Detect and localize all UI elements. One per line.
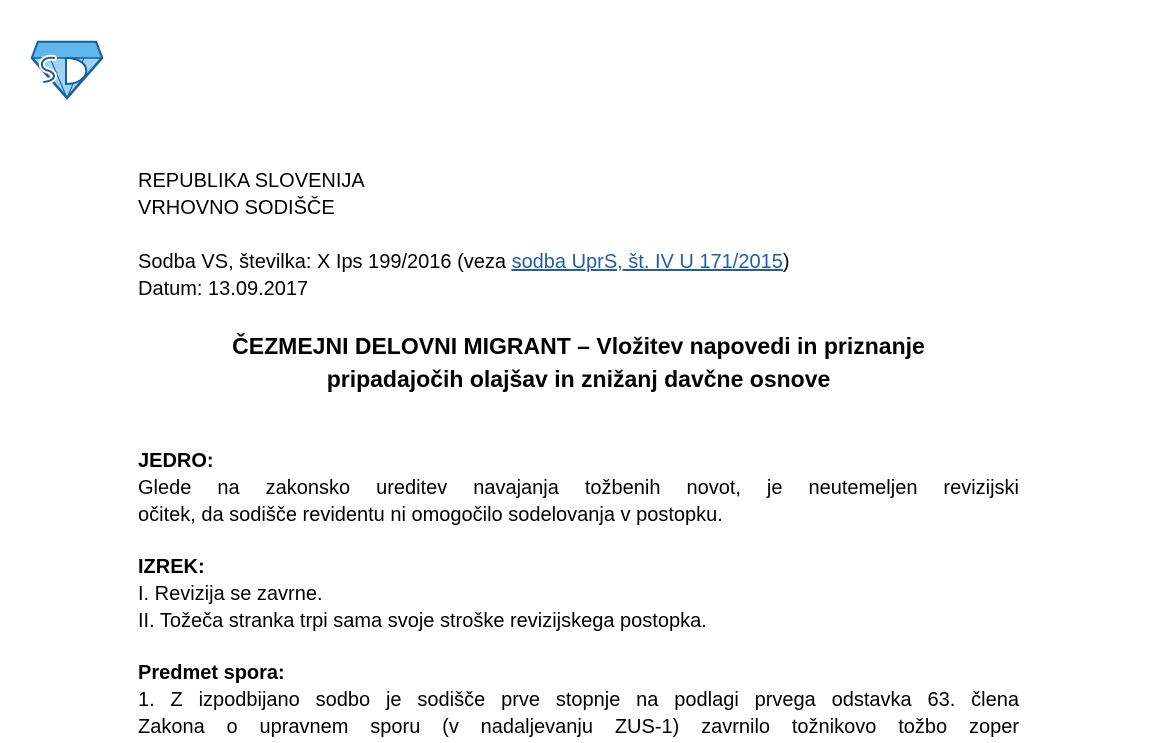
court-name: VRHOVNO SODIŠČE	[138, 197, 335, 219]
case-info	[138, 249, 1019, 303]
izrek-section	[138, 554, 1019, 635]
jedro-section	[138, 448, 1019, 529]
jedro-line-1: Glede na zakonsko ureditev navajanja tožbenih novot, je neutemeljen revizijski	[138, 477, 1019, 499]
country-name: REPUBLIKA SLOVENIJA	[138, 170, 365, 192]
sd-diamond-logo-icon	[30, 40, 104, 100]
izrek-item-1: I. Revizija se zavrne.	[138, 583, 323, 605]
court-header	[138, 168, 1019, 222]
izrek-item-2: II. Tožeča stranka trpi sama svoje stroške revizijskega postopka.	[138, 610, 707, 632]
related-judgment-link[interactable]: sodba UprS, št. IV U 171/2015	[511, 251, 783, 273]
title-line-2: pripadajočih olajšav in znižanj davčne osnove	[326, 366, 831, 392]
jedro-heading: JEDRO:	[138, 450, 214, 472]
predmet-spora-section	[138, 660, 1019, 741]
jedro-line-2: očitek, da sodišče revidentu ni omogočilo sodelovanja v postopku.	[138, 504, 723, 526]
case-number-text: Sodba VS, številka: X Ips 199/2016 (veza	[138, 251, 512, 273]
case-number-line	[138, 249, 1019, 276]
izrek-heading: IZREK:	[138, 556, 205, 578]
predmet-spora-heading: Predmet spora:	[138, 662, 285, 684]
predmet-line-2: Zakona o upravnem sporu (v nadaljevanju ZUS-1) zavrnilo tožnikovo tožbo zoper	[138, 716, 1019, 738]
title-line-1: ČEZMEJNI DELOVNI MIGRANT – Vložitev napovedi in priznanje	[232, 333, 925, 359]
judgment-title	[138, 330, 1019, 396]
judgment-date: Datum: 13.09.2017	[138, 278, 309, 300]
predmet-line-1: 1. Z izpodbijano sodbo je sodišče prve stopnje na podlagi prvega odstavka 63. člena	[138, 689, 1019, 711]
case-number-suffix: )	[782, 251, 790, 273]
